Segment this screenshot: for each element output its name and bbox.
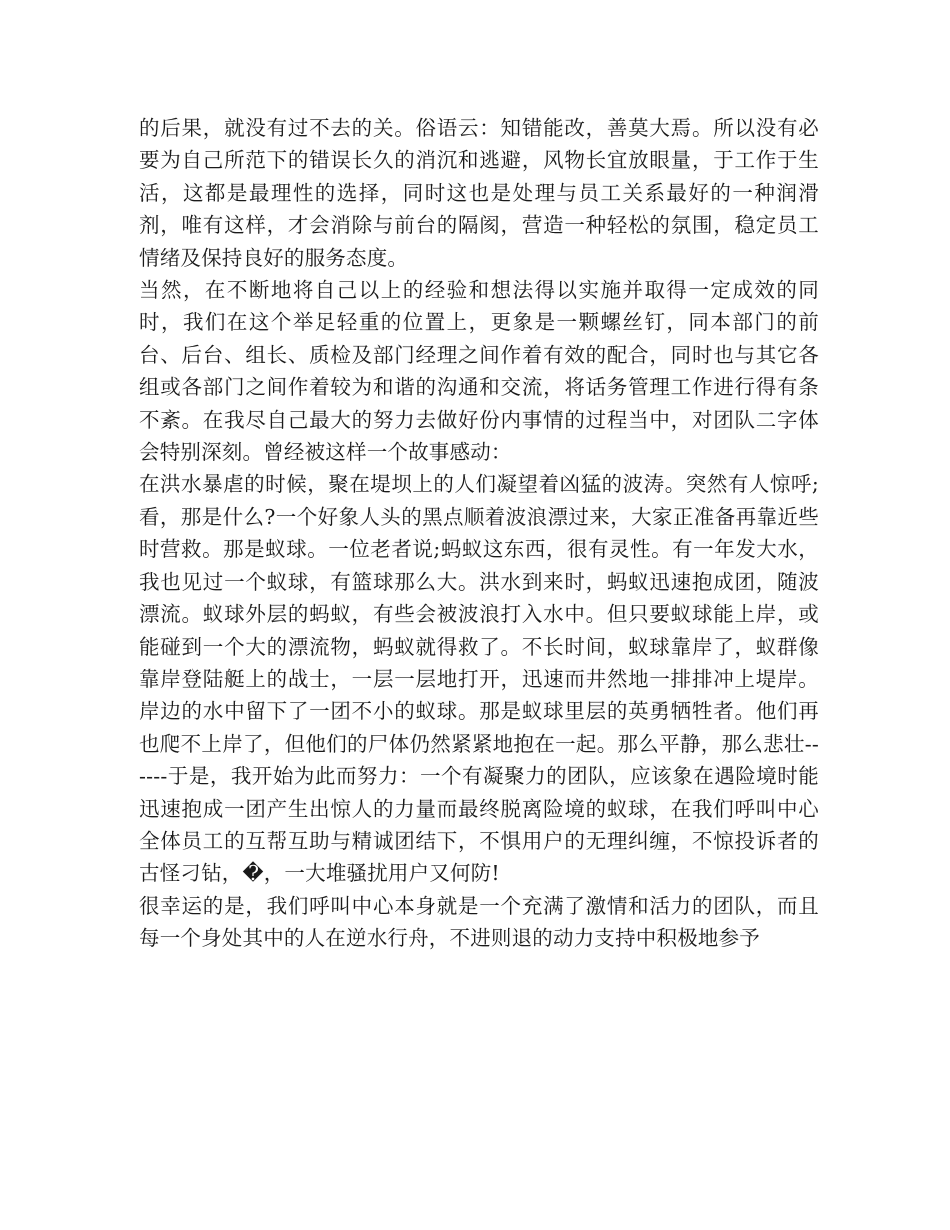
document-body <box>139 112 819 955</box>
paragraph-4: 很幸运的是，我们呼叫中心本身就是一个充满了激情和活力的团队，而且每一个身处其中的人在逆水行舟，不进则退的动力支持中积极地参予 <box>139 893 819 951</box>
paragraph-1: 的后果，就没有过不去的关。俗语云：知错能改，善莫大焉。所以没有必要为自己所范下的错误长久的消沉和逃避，风物长宜放眼量，于工作于生活，这都是最理性的选择，同时这也是处理与员工关系最好的一种润滑剂，唯有这样，才会消除与前台的隔阂，营造一种轻松的氛围，稳定员工情绪及保持良好的服务态度。 <box>139 116 819 270</box>
paragraph-3: 在洪水暴虐的时候，聚在堤坝上的人们凝望着凶猛的波涛。突然有人惊呼;看，那是什么?一个好象人头的黑点顺着波浪漂过来，大家正准备再靠近些时营救。那是蚁球。一位老者说;蚂蚁这东西，很有灵性。有一年发大水，我也见过一个蚁球，有篮球那么大。洪水到来时，蚂蚁迅速抱成团，随波漂流。蚁球外层的蚂蚁，有些会被波浪打入水中。但只要蚁球能上岸，或能碰到一个大的漂流物，蚂蚁就得救了。不长时间，蚁球靠岸了，蚁群像靠岸登陆艇上的战士，一层一层地打开，迅速而井然地一排排冲上堤岸。岸边的水中留下了一团不小的蚁球。那是蚁球里层的英勇牺牲者。他们再也爬不上岸了，但他们的尸体仍然紧紧地抱在一起。那么平静，那么悲壮------于是，我开始为此而努力：一个有凝聚力的团队，应该象在遇险境时能迅速抱成一团产生出惊人的力量而最终脱离险境的蚁球，在我们呼叫中心全体员工的互帮互助与精诚团结下，不惧用户的无理纠缠，不惊投诉者的古怪刁钻，�，一大堆骚扰用户又何防! <box>139 472 819 886</box>
paragraph-2: 当然，在不断地将自己以上的经验和想法得以实施并取得一定成效的同时，我们在这个举足轻重的位置上，更象是一颗螺丝钉，同本部门的前台、后台、组长、质检及部门经理之间作着有效的配合，同时也与其它各组或各部门之间作着较为和谐的沟通和交流，将话务管理工作进行得有条不紊。在我尽自己最大的努力去做好份内事情的过程当中，对团队二字体会特别深刻。曾经被这样一个故事感动： <box>139 278 819 465</box>
